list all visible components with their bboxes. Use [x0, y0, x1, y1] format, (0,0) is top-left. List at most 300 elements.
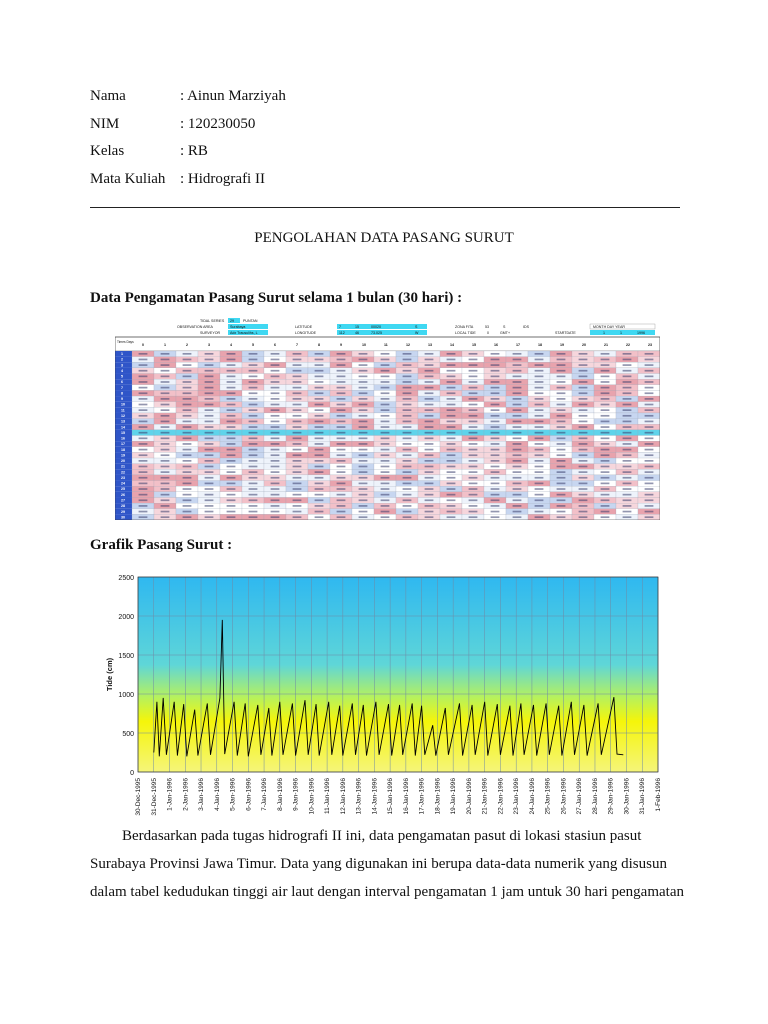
table-cell-value-mark — [315, 449, 324, 451]
table-cell-value-mark — [161, 409, 170, 411]
table-cell-value-mark — [315, 443, 324, 445]
table-cell-value-mark — [205, 505, 214, 507]
table-cell-value-mark — [183, 449, 192, 451]
table-cell-value-mark — [271, 511, 280, 513]
table-cell-value-mark — [623, 426, 632, 428]
table-cell-value-mark — [161, 499, 170, 501]
table-cell-value-mark — [513, 488, 522, 490]
table-cell-value-mark — [491, 387, 500, 389]
table-cell-value-mark — [579, 415, 588, 417]
table-cell-value-mark — [293, 404, 302, 406]
table-cell-value-mark — [425, 359, 434, 361]
table-header-label: MONTH DAY YEAR — [593, 325, 625, 329]
table-header-label: GMT+ — [500, 331, 511, 335]
chart-y-tick-label: 0 — [130, 770, 134, 777]
table-cell-value-mark — [359, 426, 368, 428]
table-cell-value-mark — [139, 511, 148, 513]
table-cell-value-mark — [601, 499, 610, 501]
table-day-label: 22 — [121, 470, 125, 475]
table-cell-value-mark — [491, 359, 500, 361]
chart-y-tick-label: 2000 — [118, 614, 134, 621]
table-cell-value-mark — [315, 488, 324, 490]
table-cell-value-mark — [227, 483, 236, 485]
table-cell-value-mark — [535, 516, 544, 518]
table-cell-value-mark — [645, 370, 654, 372]
table-cell-value-mark — [535, 370, 544, 372]
table-cell-value-mark — [337, 466, 346, 468]
table-cell-value-mark — [645, 488, 654, 490]
table-cell-value-mark — [491, 505, 500, 507]
table-cell-value-mark — [359, 516, 368, 518]
table-cell-value-mark — [139, 471, 148, 473]
table-cell-value-mark — [249, 409, 258, 411]
table-cell-value-mark — [293, 516, 302, 518]
table-cell-value-mark — [557, 432, 566, 434]
table-cell-value-mark — [183, 415, 192, 417]
table-cell-value-mark — [601, 443, 610, 445]
table-cell-value-mark — [271, 392, 280, 394]
table-cell-value-mark — [513, 471, 522, 473]
table-cell-value-mark — [271, 494, 280, 496]
table-day-cell — [115, 368, 132, 374]
table-cell-value-mark — [535, 505, 544, 507]
table-day-label: 2 — [121, 357, 123, 362]
table-hour-label: 3 — [208, 343, 210, 347]
table-cell-value-mark — [381, 364, 390, 366]
table-cell-value-mark — [293, 415, 302, 417]
table-cell-value-mark — [183, 432, 192, 434]
table-cell-value-mark — [535, 466, 544, 468]
table-cell-value-mark — [161, 483, 170, 485]
table-cell-value-mark — [447, 370, 456, 372]
chart-x-tick-label: 21-Jan-1996 — [481, 778, 489, 815]
table-cell-value-mark — [293, 370, 302, 372]
table-cell-value-mark — [623, 443, 632, 445]
table-cell-value-mark — [491, 404, 500, 406]
table-cell-value-mark — [403, 387, 412, 389]
table-cell-value-mark — [557, 488, 566, 490]
table-cell-value-mark — [513, 398, 522, 400]
table-cell-value-mark — [359, 421, 368, 423]
table-cell-value-mark — [601, 488, 610, 490]
table-cell-value-mark — [579, 437, 588, 439]
table-cell-value-mark — [513, 359, 522, 361]
table-cell-value-mark — [403, 392, 412, 394]
table-cell-value-mark — [271, 359, 280, 361]
table-cell-value-mark — [249, 516, 258, 518]
section-title-data: Data Pengamatan Pasang Surut selama 1 bulan (30 hari) : — [90, 290, 463, 306]
table-cell-value-mark — [249, 426, 258, 428]
table-cell-value-mark — [249, 488, 258, 490]
table-cell-value-mark — [381, 449, 390, 451]
table-cell-value-mark — [337, 488, 346, 490]
table-cell-value-mark — [271, 483, 280, 485]
table-cell-value-mark — [315, 392, 324, 394]
table-day-cell — [115, 374, 132, 380]
table-cell-value-mark — [381, 415, 390, 417]
table-cell-value-mark — [359, 387, 368, 389]
table-cell-value-mark — [403, 483, 412, 485]
table-cell-value-mark — [425, 409, 434, 411]
table-cell-value-mark — [359, 449, 368, 451]
table-day-label: 11 — [121, 408, 125, 413]
table-cell-value-mark — [601, 437, 610, 439]
table-cell-value-mark — [381, 398, 390, 400]
chart-x-tick-label: 18-Jan-1996 — [434, 778, 442, 815]
table-cell-value-mark — [469, 443, 478, 445]
table-cell-value-mark — [183, 505, 192, 507]
table-cell-value-mark — [623, 454, 632, 456]
table-cell-value-mark — [337, 454, 346, 456]
table-cell-value-mark — [271, 477, 280, 479]
table-cell-value-mark — [447, 488, 456, 490]
table-day-cell — [115, 357, 132, 363]
table-cell-value-mark — [205, 477, 214, 479]
table-cell-value-mark — [227, 387, 236, 389]
horizontal-rule — [90, 207, 680, 208]
table-cell-value-mark — [249, 381, 258, 383]
table-cell-value-mark — [183, 364, 192, 366]
table-cell-value-mark — [469, 387, 478, 389]
table-cell-value-mark — [139, 381, 148, 383]
table-cell-value-mark — [359, 409, 368, 411]
table-cell-value-mark — [337, 398, 346, 400]
table-cell-value-mark — [205, 499, 214, 501]
table-header-value: 7 — [339, 325, 341, 329]
chart-x-tick-label: 13-Jan-1996 — [355, 778, 363, 815]
table-day-cell — [115, 351, 132, 357]
table-hour-label: 19 — [560, 343, 564, 347]
table-cell-value-mark — [227, 364, 236, 366]
table-cell-value-mark — [557, 404, 566, 406]
table-cell-value-mark — [447, 511, 456, 513]
table-cell-value-mark — [623, 381, 632, 383]
chart-x-tick-label: 30-Jan-1996 — [623, 778, 631, 815]
table-cell-value-mark — [513, 353, 522, 355]
table-cell-value-mark — [359, 505, 368, 507]
table-cell-value-mark — [491, 443, 500, 445]
chart-x-tick-label: 26-Jan-1996 — [560, 778, 568, 815]
table-cell-value-mark — [337, 494, 346, 496]
table-day-cell — [115, 379, 132, 385]
table-cell-value-mark — [491, 460, 500, 462]
table-header-value: Adx Trausulihs, L — [230, 331, 258, 335]
table-header-value: 0 — [487, 331, 489, 335]
table-cell-value-mark — [161, 494, 170, 496]
table-header-label: ZONA FITA — [455, 325, 474, 329]
chart-x-tick-label: 29-Jan-1996 — [607, 778, 615, 815]
section-title-chart: Grafik Pasang Surut : — [90, 537, 233, 553]
table-cell-value-mark — [425, 404, 434, 406]
table-cell-value-mark — [623, 499, 632, 501]
table-cell-value-mark — [381, 516, 390, 518]
table-cell-value-mark — [183, 477, 192, 479]
table-cell-value-mark — [249, 387, 258, 389]
table-cell-value-mark — [227, 505, 236, 507]
table-cell-value-mark — [601, 421, 610, 423]
table-cell-value-mark — [403, 499, 412, 501]
table-cell-value-mark — [469, 392, 478, 394]
table-cell-value-mark — [183, 392, 192, 394]
table-cell-value-mark — [381, 488, 390, 490]
table-cell-value-mark — [579, 454, 588, 456]
table-cell-value-mark — [601, 398, 610, 400]
chart-x-tick-label: 24-Jan-1996 — [528, 778, 536, 815]
chart-x-tick-label: 1-Feb-1996 — [655, 778, 662, 812]
table-cell-value-mark — [513, 460, 522, 462]
table-cell-value-mark — [469, 460, 478, 462]
table-cell-value-mark — [579, 477, 588, 479]
table-cell-value-mark — [337, 381, 346, 383]
table-cell-value-mark — [271, 426, 280, 428]
info-row-nama — [90, 88, 286, 116]
table-header-label: LONGITUDE — [295, 331, 316, 335]
table-cell-value-mark — [623, 392, 632, 394]
page-title: PENGOLAHAN DATA PASANG SURUT — [254, 230, 514, 246]
table-cell-value-mark — [403, 494, 412, 496]
table-cell-value-mark — [579, 466, 588, 468]
table-cell-value-mark — [535, 364, 544, 366]
table-cell-value-mark — [601, 516, 610, 518]
table-cell-value-mark — [447, 471, 456, 473]
table-hour-label: 4 — [230, 343, 232, 347]
table-cell-value-mark — [227, 359, 236, 361]
table-cell-value-mark — [425, 370, 434, 372]
table-cell-value-mark — [645, 437, 654, 439]
table-cell-value-mark — [271, 437, 280, 439]
table-cell-value-mark — [315, 466, 324, 468]
table-cell-value-mark — [535, 477, 544, 479]
table-cell-value-mark — [337, 376, 346, 378]
table-cell-value-mark — [227, 409, 236, 411]
table-cell-value-mark — [139, 460, 148, 462]
table-hour-label: 21 — [604, 343, 608, 347]
info-value: : Hidrografi II — [180, 170, 265, 187]
table-cell-value-mark — [447, 437, 456, 439]
table-cell-value-mark — [447, 426, 456, 428]
table-header-label: PUNTAN — [243, 319, 258, 323]
table-cell-value-mark — [359, 466, 368, 468]
table-cell-value-mark — [293, 449, 302, 451]
tide-chart — [98, 565, 668, 830]
table-cell-value-mark — [161, 404, 170, 406]
table-cell-value-mark — [535, 454, 544, 456]
table-cell-value-mark — [469, 516, 478, 518]
table-cell-value-mark — [645, 415, 654, 417]
table-cell-value-mark — [205, 421, 214, 423]
tide-data-table — [115, 315, 660, 520]
table-cell-value-mark — [337, 370, 346, 372]
table-cell-value-mark — [535, 392, 544, 394]
table-cell-value-mark — [579, 381, 588, 383]
chart-y-axis-label: Tide (cm) — [105, 657, 114, 692]
table-cell-value-mark — [271, 471, 280, 473]
table-cell-value-mark — [557, 415, 566, 417]
table-cell-value-mark — [359, 460, 368, 462]
table-cell-value-mark — [227, 511, 236, 513]
table-cell-value-mark — [293, 471, 302, 473]
table-cell-value-mark — [249, 483, 258, 485]
chart-x-tick-label: 20-Jan-1996 — [465, 778, 473, 815]
table-day-cell — [115, 396, 132, 402]
table-cell-value-mark — [557, 421, 566, 423]
table-cell-value-mark — [425, 471, 434, 473]
table-cell-value-mark — [315, 353, 324, 355]
table-cell-value-mark — [491, 499, 500, 501]
table-cell-value-mark — [557, 376, 566, 378]
table-cell-value-mark — [403, 376, 412, 378]
table-cell-value-mark — [469, 477, 478, 479]
table-cell-value-mark — [491, 449, 500, 451]
table-cell-value-mark — [381, 404, 390, 406]
table-cell-value-mark — [645, 381, 654, 383]
table-cell-value-mark — [293, 494, 302, 496]
table-cell-value-mark — [381, 483, 390, 485]
table-cell-value-mark — [579, 376, 588, 378]
table-cell-value-mark — [491, 516, 500, 518]
table-cell-value-mark — [337, 511, 346, 513]
table-cell-value-mark — [249, 353, 258, 355]
table-cell-value-mark — [293, 466, 302, 468]
table-cell-value-mark — [315, 398, 324, 400]
table-cell-value-mark — [227, 449, 236, 451]
table-day-label: 13 — [121, 419, 125, 424]
table-header-value: 15 — [355, 325, 359, 329]
table-cell-value-mark — [139, 488, 148, 490]
chart-y-tick-label: 2500 — [118, 575, 134, 582]
table-cell-value-mark — [293, 409, 302, 411]
table-cell-value-mark — [535, 471, 544, 473]
info-row-kelas — [90, 143, 286, 171]
table-cell-value-mark — [579, 511, 588, 513]
table-cell-value-mark — [227, 494, 236, 496]
table-cell-value-mark — [425, 432, 434, 434]
table-hour-label: 22 — [626, 343, 630, 347]
table-cell-value-mark — [513, 364, 522, 366]
table-cell-value-mark — [403, 505, 412, 507]
table-cell-value-mark — [601, 376, 610, 378]
tide-table-image — [115, 315, 660, 520]
table-cell-value-mark — [447, 483, 456, 485]
table-cell-value-mark — [249, 511, 258, 513]
table-cell-value-mark — [359, 415, 368, 417]
table-cell-value-mark — [447, 415, 456, 417]
table-cell-value-mark — [491, 494, 500, 496]
info-value: : RB — [180, 143, 208, 159]
table-cell-value-mark — [381, 437, 390, 439]
table-cell-value-mark — [271, 460, 280, 462]
table-cell-value-mark — [249, 494, 258, 496]
table-cell-value-mark — [425, 511, 434, 513]
table-cell-value-mark — [645, 499, 654, 501]
table-cell-value-mark — [205, 415, 214, 417]
table-cell-value-mark — [447, 359, 456, 361]
table-day-cell — [115, 385, 132, 391]
table-cell-value-mark — [557, 426, 566, 428]
table-cell-value-mark — [447, 460, 456, 462]
table-cell-value-mark — [491, 353, 500, 355]
chart-x-tick-label: 31-Dec-1995 — [150, 778, 158, 816]
table-cell-value-mark — [645, 404, 654, 406]
table-cell-value-mark — [403, 454, 412, 456]
table-cell-value-mark — [381, 471, 390, 473]
table-cell-value-mark — [425, 466, 434, 468]
table-cell-value-mark — [601, 381, 610, 383]
table-cell-value-mark — [271, 443, 280, 445]
table-cell-value-mark — [381, 511, 390, 513]
table-cell-value-mark — [227, 516, 236, 518]
table-cell-value-mark — [403, 477, 412, 479]
table-cell-value-mark — [557, 477, 566, 479]
header-field — [337, 324, 427, 329]
table-cell-value-mark — [139, 392, 148, 394]
table-cell-value-mark — [227, 353, 236, 355]
table-cell-value-mark — [403, 432, 412, 434]
table-header-value: S — [415, 325, 418, 329]
table-cell-value-mark — [359, 432, 368, 434]
table-cell-value-mark — [623, 437, 632, 439]
table-cell-value-mark — [645, 511, 654, 513]
table-cell-value-mark — [447, 353, 456, 355]
table-cell-value-mark — [183, 466, 192, 468]
table-cell-value-mark — [645, 353, 654, 355]
table-cell-value-mark — [403, 415, 412, 417]
table-cell-value-mark — [447, 477, 456, 479]
table-day-label: 19 — [121, 453, 125, 458]
table-cell-value-mark — [205, 426, 214, 428]
table-cell-value-mark — [183, 426, 192, 428]
table-day-label: 26 — [121, 492, 125, 497]
table-header-value: 1 — [603, 331, 605, 335]
chart-y-tick-label: 500 — [122, 731, 134, 738]
table-cell-value-mark — [513, 381, 522, 383]
table-cell-value-mark — [139, 449, 148, 451]
table-cell-value-mark — [205, 443, 214, 445]
table-cell-value-mark — [623, 494, 632, 496]
table-cell-value-mark — [469, 454, 478, 456]
table-cell-value-mark — [579, 364, 588, 366]
table-cell-value-mark — [315, 370, 324, 372]
table-cell-value-mark — [183, 499, 192, 501]
table-cell-value-mark — [249, 421, 258, 423]
table-cell-value-mark — [513, 494, 522, 496]
table-cell-value-mark — [469, 370, 478, 372]
table-cell-value-mark — [293, 376, 302, 378]
table-cell-value-mark — [205, 432, 214, 434]
table-cell-value-mark — [557, 364, 566, 366]
table-cell-value-mark — [491, 421, 500, 423]
table-cell-value-mark — [183, 376, 192, 378]
table-cell-value-mark — [271, 466, 280, 468]
table-day-label: 24 — [121, 481, 125, 486]
table-cell-value-mark — [425, 392, 434, 394]
table-cell-value-mark — [271, 421, 280, 423]
table-cell-value-mark — [579, 516, 588, 518]
table-cell-value-mark — [623, 398, 632, 400]
table-cell-value-mark — [381, 454, 390, 456]
table-cell-value-mark — [403, 437, 412, 439]
table-cell-value-mark — [557, 392, 566, 394]
table-cell-value-mark — [469, 426, 478, 428]
table-cell-value-mark — [513, 415, 522, 417]
table-day-label: 8 — [121, 391, 123, 396]
table-cell-value-mark — [425, 364, 434, 366]
table-cell-value-mark — [535, 499, 544, 501]
table-cell-value-mark — [425, 499, 434, 501]
table-cell-value-mark — [249, 466, 258, 468]
table-cell-value-mark — [403, 404, 412, 406]
table-cell-value-mark — [315, 454, 324, 456]
